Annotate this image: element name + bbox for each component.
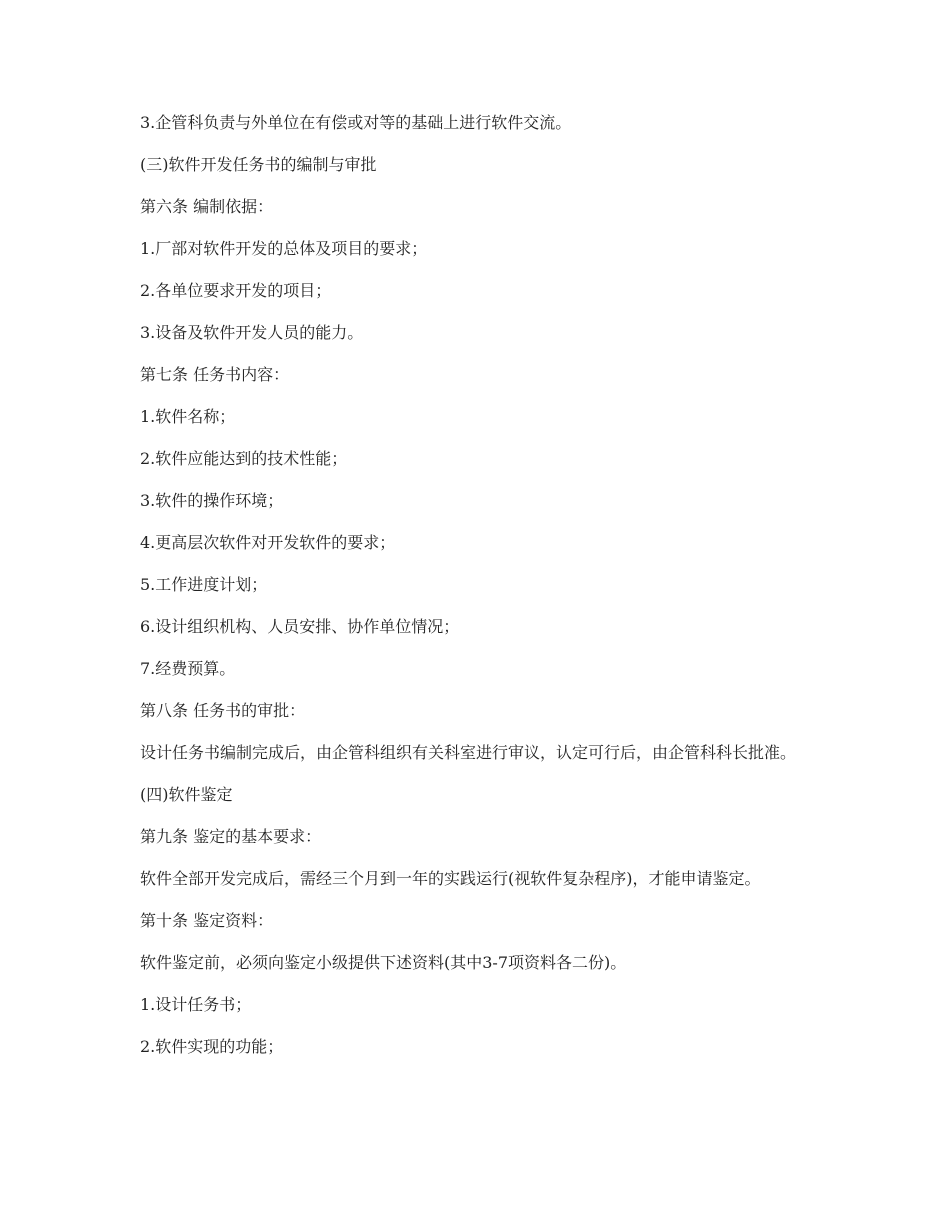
paragraph-software-exchange: 3.企管科负责与外单位在有偿或对等的基础上进行软件交流。 (140, 113, 572, 132)
section-heading-appraisal: (四)软件鉴定 (140, 785, 233, 804)
section-heading-task-book: (三)软件开发任务书的编制与审批 (140, 155, 377, 174)
list-item: 3.设备及软件开发人员的能力。 (140, 323, 364, 342)
article-heading-9: 第九条 鉴定的基本要求： (140, 827, 322, 846)
list-item: 1.设计任务书； (140, 995, 252, 1014)
paragraph-appraisal-materials: 软件鉴定前，必须向鉴定小级提供下述资料(其中3-7项资料各二份)。 (140, 953, 627, 972)
article-heading-7: 第七条 任务书内容： (140, 365, 290, 384)
article-heading-6: 第六条 编制依据： (140, 197, 274, 216)
article-heading-10: 第十条 鉴定资料： (140, 911, 274, 930)
document-body (140, 110, 820, 1076)
paragraph-appraisal-requirement: 软件全部开发完成后，需经三个月到一年的实践运行(视软件复杂程序)，才能申请鉴定。 (140, 869, 761, 888)
list-item: 1.厂部对软件开发的总体及项目的要求； (140, 239, 428, 258)
paragraph-approval: 设计任务书编制完成后，由企管科组织有关科室进行审议，认定可行后，由企管科科长批准。 (140, 743, 797, 762)
list-item: 2.软件实现的功能； (140, 1037, 284, 1056)
list-item: 6.设计组织机构、人员安排、协作单位情况； (140, 617, 460, 636)
list-item: 3.软件的操作环境； (140, 491, 284, 510)
list-item: 1.软件名称； (140, 407, 236, 426)
list-item: 5.工作进度计划； (140, 575, 268, 594)
list-item: 7.经费预算。 (140, 659, 236, 678)
article-heading-8: 第八条 任务书的审批： (140, 701, 306, 720)
list-item: 4.更高层次软件对开发软件的要求； (140, 533, 396, 552)
list-item: 2.各单位要求开发的项目； (140, 281, 332, 300)
list-item: 2.软件应能达到的技术性能； (140, 449, 348, 468)
